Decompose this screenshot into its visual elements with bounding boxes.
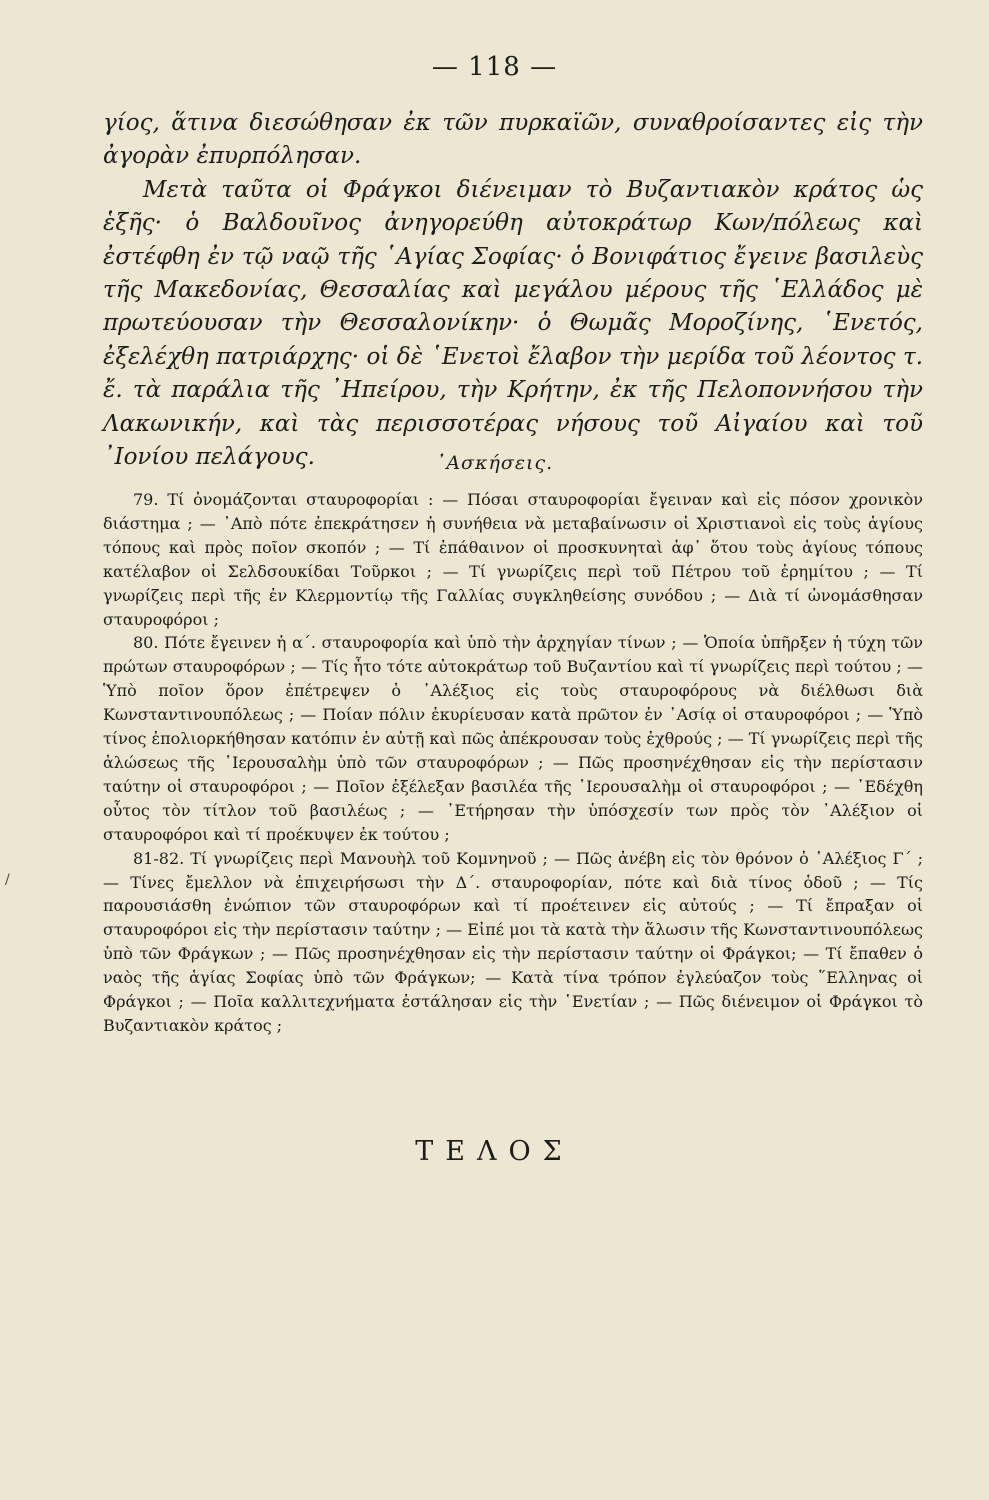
- end-title: ΤΕΛΟΣ: [415, 1136, 574, 1167]
- main-paragraph-2: Μετὰ ταῦτα οἱ Φράγκοι διένειμαν τὸ Βυζαντιακὸν κράτος ὡς ἑξῆς· ὁ Βαλδουῖνος ἀνηγορεύθη αὐτοκράτωρ Κων/πόλεως καὶ ἐστέφθη ἐν τῷ ναῷ τῆς ῾Αγίας Σοφίας· ὁ Βονιφάτιος ἔγεινε βασιλεὺς τῆς Μακεδονίας, Θεσσαλίας καὶ μεγάλου μέρους τῆς ῾Ελλάδος μὲ πρωτεύουσαν τὴν Θεσσαλονίκην· ὁ Θωμᾶς Μοροζίνης, ῾Ενετός, ἐξελέχθη πατριάρχης· οἱ δὲ ῾Ενετοὶ ἔλαβον τὴν μερίδα τοῦ λέοντος τ. ἔ. τὰ παράλια τῆς ᾿Ηπείρου, τὴν Κρήτην, ἐκ τῆς Πελοποννήσου τὴν Λακωνικήν, καὶ τὰς περισσοτέρας νήσους τοῦ Αἰγαίου καὶ τοῦ ᾿Ιονίου πελάγους.: [103, 176, 923, 471]
- exercises-heading: ᾿Ασκήσεις.: [435, 452, 554, 474]
- exercise-79: 79. Τί ὀνομάζονται σταυροφορίαι : — Πόσαι σταυροφορίαι ἔγειναν καὶ εἰς πόσον χρονικὸν διάστημα ; — ᾿Απὸ πότε ἐπεκράτησεν ἡ συνήθεια νὰ μεταβαίνωσιν οἱ Χριστιανοὶ εἰς τοὺς ἁγίους τόπους καὶ πρὸς ποῖον σκοπόν ; — Τί ἐπάθαινον οἱ προσκυνηταὶ ἀφ᾿ ὅτου τοὺς ἁγίους τόπους κατέλαβον οἱ Σελδσουκίδαι Τοῦρκοι ; — Τί γνωρίζεις περὶ τοῦ Πέτρου τοῦ ἐρημίτου ; — Τί γνωρίζεις περὶ τῆς ἐν Κλερμοντίῳ τῆς Γαλλίας συγκληθείσης συνόδου ; — Διὰ τί ὠνομάσθησαν σταυροφόροι ;: [103, 490, 923, 629]
- margin-mark: /: [5, 872, 10, 888]
- exercises-section: [103, 488, 923, 1038]
- main-text: [103, 107, 923, 474]
- exercise-81-82: 81-82. Τί γνωρίζεις περὶ Μανουὴλ τοῦ Κομνηνοῦ ; — Πῶς ἀνέβη εἰς τὸν θρόνον ὁ ᾿Αλέξιος Γ΄ ; — Τίνες ἔμελλον νὰ ἐπιχειρήσωσι τὴν Δ΄. σταυροφορίαν, πότε καὶ διὰ τίνος ὁδοῦ ; — Τίς παρουσιάσθη ἐνώπιον τῶν σταυροφόρων καὶ τί προέτεινεν εἰς αὐτούς ; — Τί ἔπραξαν οἱ σταυροφόροι εἰς τὴν περίστασιν ταύτην ; — Εἰπέ μοι τὰ κατὰ τὴν ἅλωσιν τῆς Κωνσταντινουπόλεως ὑπὸ τῶν Φράγκων ; — Πῶς προσηνέχθησαν εἰς τὴν περίστασιν ταύτην οἱ Φράγκοι; — Τί ἔπαθεν ὁ ναὸς τῆς ἁγίας Σοφίας ὑπὸ τῶν Φράγκων; — Κατὰ τίνα τρόπον ἐγλεύαζον τοὺς ῞Ελληνας οἱ Φράγκοι ; — Ποῖα καλλιτεχνήματα ἐστάλησαν εἰς τὴν ῾Ενετίαν ; — Πῶς διένειμον οἱ Φράγκοι τὸ Βυζαντιακὸν κράτος ;: [103, 848, 923, 1035]
- page-number: — 118 —: [431, 52, 558, 82]
- exercise-80: 80. Πότε ἔγεινεν ἡ α΄. σταυροφορία καὶ ὑπὸ τὴν ἀρχηγίαν τίνων ; — Ὁποία ὑπῆρξεν ἡ τύχη τῶν πρώτων σταυροφόρων ; — Τίς ἦτο τότε αὐτοκράτωρ τοῦ Βυζαντίου καὶ τί γνωρίζεις περὶ τούτου ; — Ὑπὸ ποῖον ὅρον ἐπέτρεψεν ὁ ᾿Αλέξιος εἰς τοὺς σταυροφόρους νὰ διέλθωσι διὰ Κωνσταντινουπόλεως ; — Ποίαν πόλιν ἐκυρίευσαν κατὰ πρῶτον ἐν ᾿Ασίᾳ οἱ σταυροφόροι ; — Ὑπὸ τίνος ἐπολιορκήθησαν κατόπιν ἐν αὐτῇ καὶ πῶς ἀπέκρουσαν τοὺς ἐχθρούς ; — Τί γνωρίζεις περὶ τῆς ἁλώσεως τῆς ῾Ιερουσαλὴμ ὑπὸ τῶν σταυροφόρων ; — Πῶς προσηνέχθησαν εἰς τὴν περίστασιν ταύτην οἱ σταυροφόροι ; — Ποῖον ἐξέλεξαν βασιλέα τῆς ῾Ιερουσαλὴμ οἱ σταυροφόροι ; — ᾿Εδέχθη οὗτος τὸν τίτλον τοῦ βασιλέως ; — ᾿Ετήρησαν τὴν ὑπόσχεσίν των πρὸς τὸν ᾿Αλέξιον οἱ σταυροφόροι καὶ τί προέκυψεν ἐκ τούτου ;: [103, 633, 923, 844]
- main-paragraph-1: γίος, ἅτινα διεσώθησαν ἐκ τῶν πυρκαϊῶν, συναθροίσαντες εἰς τὴν ἀγορὰν ἐπυρπόλησαν.: [103, 110, 923, 170]
